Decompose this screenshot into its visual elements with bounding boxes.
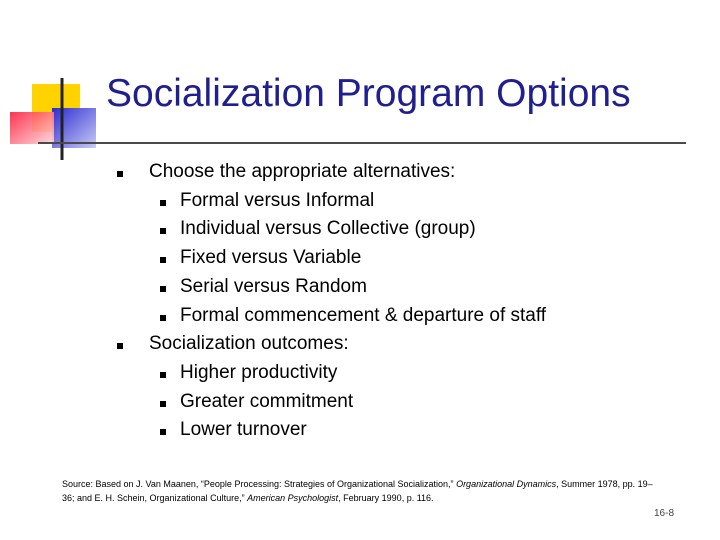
sub-bullet-item — [0, 388, 720, 417]
square-bullet-icon — [117, 343, 123, 349]
source-text: Source: Based on J. Van Maanen, “People Processing: Strategies of Organizational Socialization,” — [62, 479, 457, 489]
square-bullet-icon — [160, 315, 166, 321]
page-number: 16-8 — [654, 508, 675, 519]
sub-bullet-text: Fixed versus Variable — [180, 247, 362, 269]
sub-bullet-text: Greater commitment — [180, 390, 354, 412]
square-bullet-icon — [160, 200, 166, 206]
source-citation — [62, 477, 662, 505]
sub-bullet-text: Formal versus Informal — [180, 189, 375, 211]
sub-bullet-item — [0, 187, 720, 216]
bullet-text: Socialization outcomes: — [149, 333, 349, 355]
title-divider — [38, 142, 686, 144]
bullet-item — [0, 158, 720, 187]
slide-decoration-logo — [0, 0, 110, 170]
square-bullet-icon — [160, 429, 166, 435]
square-bullet-icon — [117, 171, 123, 177]
square-bullet-icon — [160, 401, 166, 407]
bullet-list — [0, 158, 720, 445]
sub-bullet-text: Higher productivity — [180, 361, 338, 383]
sub-bullet-item — [0, 215, 720, 244]
sub-bullet-item — [0, 273, 720, 302]
sub-bullet-item — [0, 416, 720, 445]
square-bullet-icon — [160, 372, 166, 378]
sub-bullet-item — [0, 244, 720, 273]
sub-bullet-item — [0, 359, 720, 388]
bullet-item — [0, 330, 720, 359]
source-journal-title: American Psychologist — [247, 493, 339, 503]
source-text: , February 1990, p. 116. — [338, 493, 434, 503]
square-bullet-icon — [160, 257, 166, 263]
square-bullet-icon — [160, 286, 166, 292]
slide-title: Socialization Program Options — [106, 72, 631, 115]
bullet-text: Choose the appropriate alternatives: — [149, 161, 456, 182]
source-journal-title: Organizational Dynamics — [456, 479, 557, 489]
red-square — [10, 112, 54, 144]
sub-bullet-text: Individual versus Collective (group) — [180, 218, 476, 240]
source-text: , Summer 1978, pp. 19– 36; and E. H. Schein, Organizational Culture,” — [62, 479, 653, 503]
sub-bullet-text: Lower turnover — [180, 419, 307, 441]
square-bullet-icon — [160, 228, 166, 234]
sub-bullet-item — [0, 302, 720, 331]
sub-bullet-text: Serial versus Random — [180, 275, 367, 297]
sub-bullet-text: Formal commencement & departure of staff — [180, 304, 547, 326]
